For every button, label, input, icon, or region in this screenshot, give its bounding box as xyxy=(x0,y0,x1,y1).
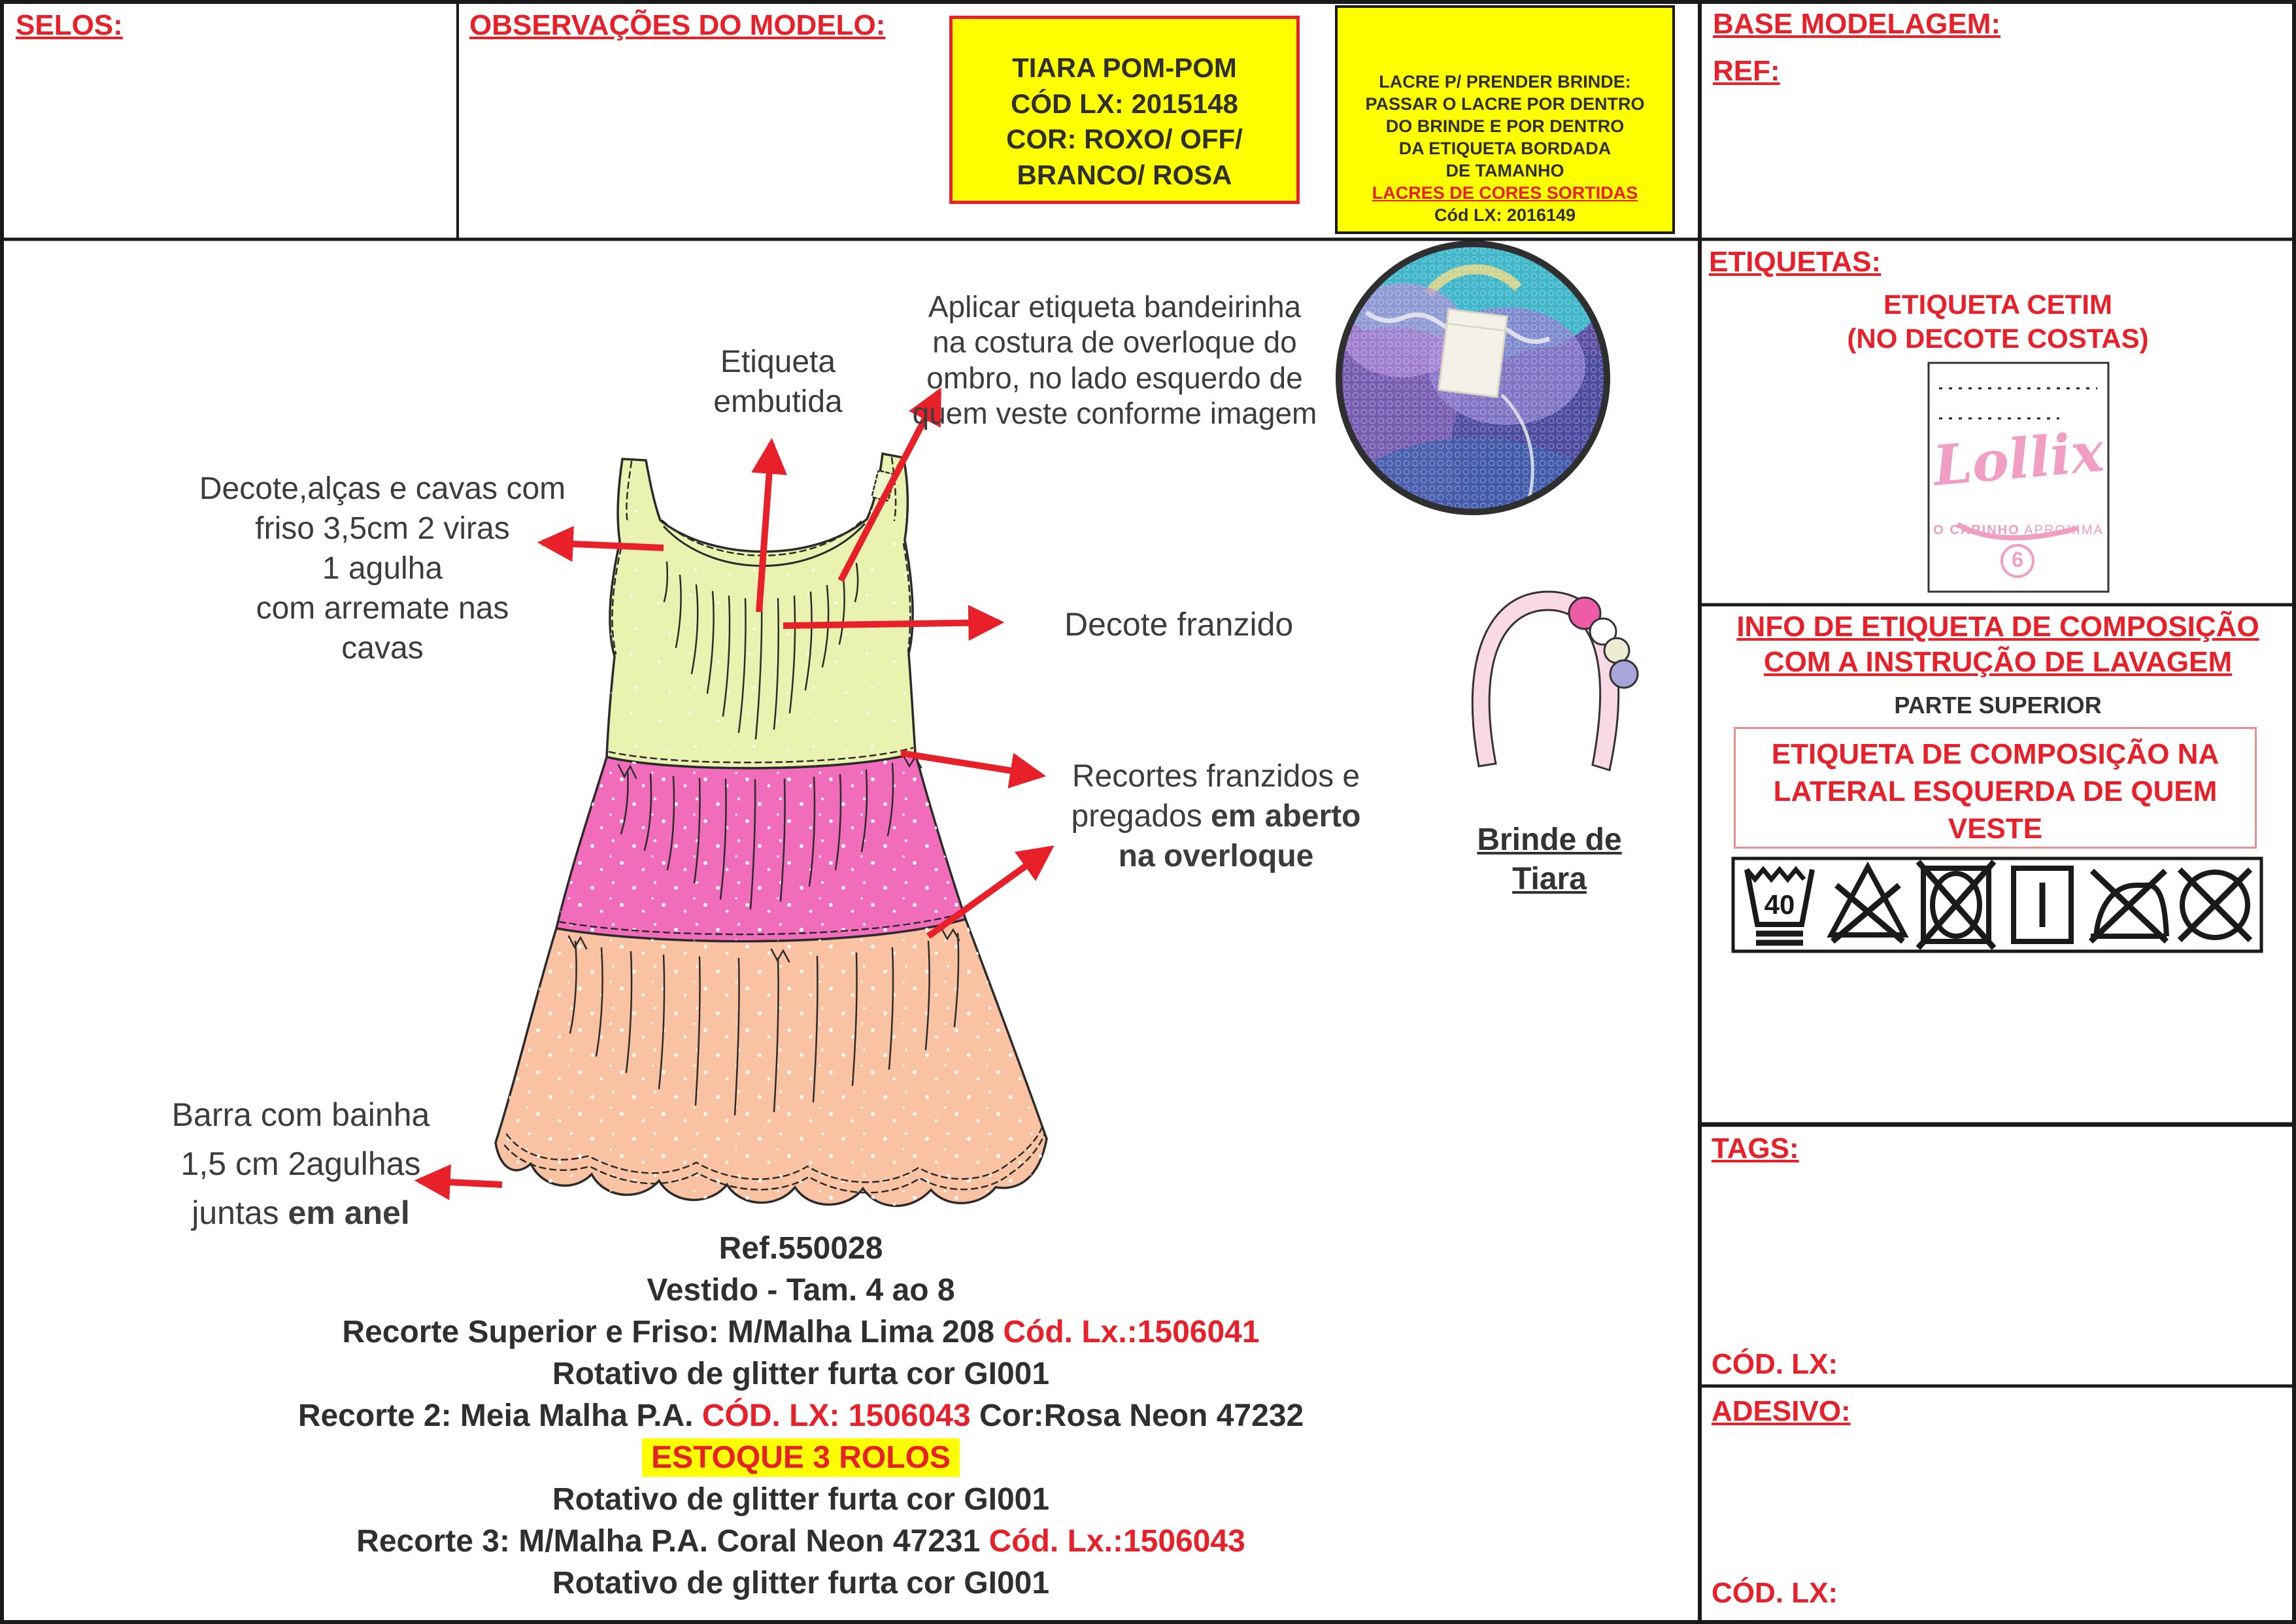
bandeirinha-line4: quem veste conforme imagem xyxy=(912,396,1317,430)
observacoes-label: OBSERVAÇÕES DO MODELO: xyxy=(469,9,886,41)
label-size-number: 6 xyxy=(2012,548,2023,571)
decote-alcas-line1: Decote,alças e cavas com xyxy=(199,471,566,506)
footer-recorte-superior xyxy=(209,1314,1393,1350)
arrow-decote-franzido xyxy=(783,622,999,626)
annotation-decote-alcas xyxy=(183,469,582,669)
pompom-lavender xyxy=(1610,660,1638,688)
no-dry-clean-icon xyxy=(2180,870,2250,940)
wash-40-icon xyxy=(1747,870,1812,943)
recortes-line1: Recortes franzidos e xyxy=(1072,759,1360,794)
footer-rotativo-2: Rotativo de glitter furta cor GI001 xyxy=(552,1482,1050,1517)
lacre-line3: DO BRINDE E POR DENTRO xyxy=(1385,116,1625,137)
decote-alcas-line5: cavas xyxy=(341,630,424,666)
footer-line5-black: Recorte 2: Meia Malha P.A. xyxy=(297,1398,702,1433)
bandeirinha-line3: ombro, no lado esquerdo de xyxy=(926,360,1303,395)
annotation-decote-franzido: Decote franzido xyxy=(1064,606,1294,643)
composicao-line3: VESTE xyxy=(1948,813,2043,845)
lacre-info-box xyxy=(1335,5,1675,234)
care-symbols xyxy=(1733,858,2261,951)
arrow-recortes-1 xyxy=(901,753,1041,775)
footer-line3-red: Cód. Lx.:1506041 xyxy=(1003,1315,1260,1349)
composicao-line1: ETIQUETA DE COMPOSIÇÃO NA xyxy=(1771,738,2220,770)
drip-dry-icon xyxy=(2014,868,2071,941)
decote-alcas-line3: 1 agulha xyxy=(322,550,443,586)
tiara-box-line3: COR: ROXO/ OFF/ xyxy=(1006,124,1243,155)
annotation-recortes xyxy=(1059,757,1373,877)
estoque-highlight: ESTOQUE 3 ROLOS xyxy=(642,1438,960,1477)
lacre-code: Cód LX: 2016149 xyxy=(1434,205,1576,226)
tiara-box-line1: TIARA POM-POM xyxy=(1012,52,1237,83)
lollix-tagline xyxy=(1929,523,2108,538)
footer-line5-black2: Cor:Rosa Neon 47232 xyxy=(970,1398,1304,1433)
barra-line3-bold: em anel xyxy=(288,1194,410,1231)
footer-line3-black: Recorte Superior e Friso: M/Malha Lima 208 xyxy=(342,1315,1004,1349)
no-bleach-icon xyxy=(1831,867,1904,941)
lacre-line5: DE TAMANHO xyxy=(1445,161,1564,181)
lacre-line2: PASSAR O LACRE POR DENTRO xyxy=(1365,94,1645,114)
annotation-etiqueta-embutida xyxy=(686,343,869,422)
barra-line1: Barra com bainha xyxy=(171,1096,430,1133)
recortes-line2-normal: pregados xyxy=(1071,798,1211,834)
cod-lx-label-1: CÓD. LX: xyxy=(1712,1348,1838,1380)
pompom-cream xyxy=(1604,638,1629,663)
footer-estoque xyxy=(209,1438,1393,1477)
base-modelagem-label: BASE MODELAGEM: xyxy=(1713,8,2001,40)
footer-rotativo-1: Rotativo de glitter furta cor GI001 xyxy=(552,1357,1050,1391)
no-iron-icon xyxy=(2091,871,2167,941)
annotation-barra xyxy=(118,1091,484,1238)
recortes-line2-bold: em aberto xyxy=(1211,798,1361,834)
decote-alcas-line2: friso 3,5cm 2 viras xyxy=(255,511,510,546)
annotation-bandeirinha xyxy=(909,289,1321,431)
footer-recorte-2 xyxy=(209,1398,1393,1434)
tagline-light: APROXIMA xyxy=(2019,523,2104,537)
composicao-box xyxy=(1734,727,2257,849)
footer-recorte-3 xyxy=(209,1523,1393,1559)
annotation-brinde-tiara xyxy=(1458,820,1641,899)
cod-lx-label-2: CÓD. LX: xyxy=(1712,1577,1838,1609)
lacre-line4: DA ETIQUETA BORDADA xyxy=(1398,139,1612,159)
tiara-box-line4: BRANCO/ ROSA xyxy=(1017,159,1232,190)
info-title-line2: COM A INSTRUÇÃO DE LAVAGEM xyxy=(1763,646,2233,678)
brinde-line1: Brinde de xyxy=(1477,822,1622,857)
recortes-line2 xyxy=(1059,797,1373,837)
tiara-drawing xyxy=(1472,592,1638,770)
etiqueta-embutida-line2: embutida xyxy=(713,384,843,419)
fabric-photo xyxy=(1294,199,1661,562)
no-tumble-dry-icon xyxy=(1918,862,1994,948)
decote-alcas-line4: com arremate nas xyxy=(256,590,509,626)
info-title-line1: INFO DE ETIQUETA DE COMPOSIÇÃO xyxy=(1736,611,2259,643)
footer-vestido: Vestido - Tam. 4 ao 8 xyxy=(647,1273,955,1308)
bandeirinha-line1: Aplicar etiqueta bandeirinha xyxy=(928,290,1302,324)
tiara-box-line2: CÓD LX: 2015148 xyxy=(1011,88,1238,119)
footer-line8-black: Recorte 3: M/Malha P.A. Coral Neon 47231 xyxy=(356,1524,989,1559)
parte-superior-label: PARTE SUPERIOR xyxy=(1894,692,2102,719)
ref-label: REF: xyxy=(1713,55,1780,87)
lollix-brand-text: Lollix xyxy=(1931,418,2106,499)
footer-line5-red: CÓD. LX: 1506043 xyxy=(701,1398,971,1433)
bandeirinha-line2: na costura de overloque do xyxy=(932,325,1297,360)
etiqueta-embutida-line1: Etiqueta xyxy=(720,345,836,379)
etiqueta-cetim-line2: (NO DECOTE COSTAS) xyxy=(1847,323,2149,354)
etiqueta-cetim-line1: ETIQUETA CETIM xyxy=(1883,289,2112,320)
recortes-line3: na overloque xyxy=(1118,838,1314,873)
brinde-line2: Tiara xyxy=(1512,862,1587,896)
lacre-line1: LACRE P/ PRENDER BRINDE: xyxy=(1379,72,1631,92)
adesivo-label: ADESIVO: xyxy=(1712,1395,1851,1427)
lacre-highlight: LACRES DE CORES SORTIDAS xyxy=(1372,183,1638,203)
wash-temp-text: 40 xyxy=(1764,889,1795,920)
tagline-bold: O CARINHO xyxy=(1933,523,2020,537)
selos-label: SELOS: xyxy=(16,9,123,41)
tiara-info-box xyxy=(949,16,1300,204)
tags-label: TAGS: xyxy=(1712,1132,1799,1164)
barra-line2: 1,5 cm 2agulhas xyxy=(180,1145,421,1182)
footer-rotativo-3: Rotativo de glitter furta cor GI001 xyxy=(552,1566,1050,1600)
footer-line8-red: Cód. Lx.:1506043 xyxy=(988,1524,1245,1559)
composicao-line2: LATERAL ESQUERDA DE QUEM xyxy=(1773,775,2218,808)
footer-ref: Ref.550028 xyxy=(718,1231,883,1266)
etiquetas-title: ETIQUETAS: xyxy=(1709,246,1882,278)
barra-line3-normal: juntas xyxy=(192,1194,288,1231)
